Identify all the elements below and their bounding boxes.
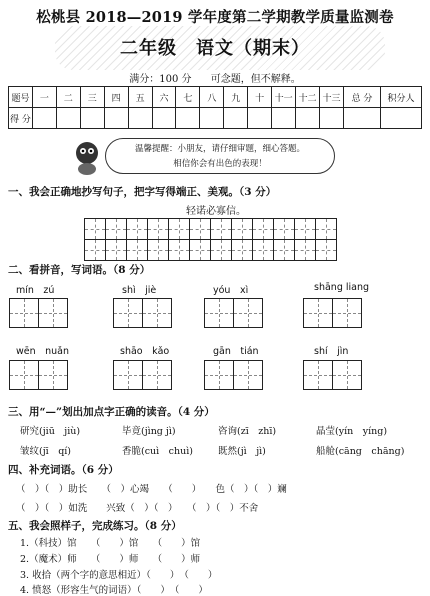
score-cell: 积分人 <box>381 87 422 108</box>
score-blank[interactable] <box>152 108 176 129</box>
writing-cell[interactable] <box>84 218 106 240</box>
tip-bubble <box>105 138 335 174</box>
q1-heading: 一、我会正确地抄写句子，把字写得端正、美观。（3 分） <box>8 186 277 198</box>
score-cell: 题号 <box>9 87 33 108</box>
writing-cell[interactable] <box>204 298 234 328</box>
writing-cell[interactable] <box>126 218 148 240</box>
q2-pinyin: mín zú <box>16 285 55 296</box>
q1-writing-grid[interactable] <box>85 218 337 261</box>
score-blank[interactable] <box>200 108 224 129</box>
tip-line-2: 相信你会有出色的表现！ <box>173 159 267 169</box>
q3-item[interactable]: 既然(jì jì) <box>218 446 266 457</box>
score-blank[interactable] <box>32 108 56 129</box>
writing-cell[interactable] <box>38 360 68 390</box>
writing-cell[interactable] <box>231 239 253 261</box>
writing-cell[interactable] <box>231 218 253 240</box>
q3-item[interactable]: 研究(jiū jiù) <box>20 426 81 437</box>
writing-cell[interactable] <box>189 239 211 261</box>
score-row-label: 得 分 <box>9 108 33 129</box>
q2-answer-box[interactable] <box>10 298 68 328</box>
writing-cell[interactable] <box>142 360 172 390</box>
q5-line[interactable]: 2.（魔术）师 （ ）师 （ ）师 <box>20 554 201 565</box>
writing-cell[interactable] <box>168 218 190 240</box>
q3-item[interactable]: 咨询(zī zhī) <box>218 426 277 437</box>
score-blank[interactable] <box>344 108 381 129</box>
writing-cell[interactable] <box>113 360 143 390</box>
writing-cell[interactable] <box>142 298 172 328</box>
q4-line[interactable]: （ ）（ ）如洗 兴致（ ）（ ） （ ）（ ）不舍 <box>16 503 259 514</box>
score-cell: 四 <box>104 87 128 108</box>
score-blank[interactable] <box>319 108 343 129</box>
q2-answer-box[interactable] <box>114 360 172 390</box>
score-cell: 二 <box>56 87 80 108</box>
writing-cell[interactable] <box>233 298 263 328</box>
score-table-score-row <box>9 108 422 129</box>
q2-pinyin: yóu xì <box>213 285 249 296</box>
score-cell: 一 <box>32 87 56 108</box>
exam-subtitle: 二年级 语文（期末） <box>120 38 310 59</box>
score-blank[interactable] <box>128 108 152 129</box>
score-cell: 十 <box>248 87 272 108</box>
writing-cell[interactable] <box>252 239 274 261</box>
q2-pinyin: shì jiè <box>122 285 157 296</box>
writing-cell[interactable] <box>294 218 316 240</box>
score-blank[interactable] <box>56 108 80 129</box>
score-blank[interactable] <box>248 108 272 129</box>
score-blank[interactable] <box>104 108 128 129</box>
score-table-header-row <box>9 87 422 108</box>
q3-item[interactable]: 晶莹(yín yíng) <box>316 426 388 437</box>
score-blank[interactable] <box>381 108 422 129</box>
writing-cell[interactable] <box>303 360 333 390</box>
q2-pinyin: shāng liang <box>314 282 370 293</box>
writing-cell[interactable] <box>204 360 234 390</box>
q3-item[interactable]: 皱纹(jī qí) <box>20 446 72 457</box>
q2-pinyin: wēn nuǎn <box>16 346 70 357</box>
writing-cell[interactable] <box>84 239 106 261</box>
q2-answer-box[interactable] <box>205 298 263 328</box>
q2-heading: 二、看拼音，写词语。（8 分） <box>8 264 151 276</box>
score-cell: 八 <box>200 87 224 108</box>
writing-cell[interactable] <box>105 218 127 240</box>
writing-cell[interactable] <box>233 360 263 390</box>
score-blank[interactable] <box>272 108 296 129</box>
writing-cell[interactable] <box>126 239 148 261</box>
writing-cell[interactable] <box>210 218 232 240</box>
score-blank[interactable] <box>224 108 248 129</box>
q3-item[interactable]: 船舱(cāng chāng) <box>316 446 405 457</box>
writing-cell[interactable] <box>105 239 127 261</box>
exam-title: 松桃县 2018—2019 学年度第二学期教学质量监测卷 <box>36 9 394 26</box>
q2-pinyin: shāo kǎo <box>120 346 170 357</box>
writing-cell[interactable] <box>273 218 295 240</box>
writing-cell[interactable] <box>273 239 295 261</box>
score-table <box>8 86 422 129</box>
score-cell: 总 分 <box>344 87 381 108</box>
writing-cell[interactable] <box>315 218 337 240</box>
q5-heading: 五、我会照样子，完成练习。（8 分） <box>8 520 182 532</box>
q2-answer-box[interactable] <box>10 360 68 390</box>
q4-line[interactable]: （ ）（ ）助长 （ ）心竭 （ ） 色（ ）（ ）斓 <box>16 484 287 495</box>
writing-cell[interactable] <box>168 239 190 261</box>
q2-answer-box[interactable] <box>205 360 263 390</box>
writing-cell[interactable] <box>113 298 143 328</box>
score-cell: 三 <box>80 87 104 108</box>
q3-heading: 三、用“—”划出加点字正确的读音。（4 分） <box>8 406 215 418</box>
full-marks: 满分：100 分 <box>129 74 192 85</box>
score-cell: 五 <box>128 87 152 108</box>
exam-meta <box>0 70 430 85</box>
q2-answer-box[interactable] <box>304 298 362 328</box>
writing-cell[interactable] <box>147 218 169 240</box>
score-cell: 十二 <box>296 87 320 108</box>
score-blank[interactable] <box>296 108 320 129</box>
writing-cell[interactable] <box>294 239 316 261</box>
writing-cell[interactable] <box>315 239 337 261</box>
q1-sentence: 轻诺必寡信。 <box>186 206 246 217</box>
q3-item[interactable]: 香脆(cuì chuì) <box>122 446 193 457</box>
q5-line[interactable]: 1.（科技）馆 （ ）馆 （ ）馆 <box>20 538 201 549</box>
score-cell: 九 <box>224 87 248 108</box>
writing-cell[interactable] <box>303 298 333 328</box>
writing-cell[interactable] <box>332 298 362 328</box>
writing-cell[interactable] <box>189 218 211 240</box>
score-cell: 十三 <box>319 87 343 108</box>
writing-cell[interactable] <box>252 218 274 240</box>
score-cell: 七 <box>176 87 200 108</box>
writing-cell[interactable] <box>147 239 169 261</box>
q5-line[interactable]: 3. 收拾（两个字的意思相近）（ ） （ ） <box>20 570 218 581</box>
q2-pinyin: shí jìn <box>314 346 349 357</box>
read-note: 可念题，但不解释。 <box>210 74 301 85</box>
score-blank[interactable] <box>176 108 200 129</box>
q4-heading: 四、补充词语。（6 分） <box>8 464 119 476</box>
score-blank[interactable] <box>80 108 104 129</box>
q5-line[interactable]: 4. 愤怒（形容生气的词语）（ ） （ ） <box>20 585 208 596</box>
writing-cell[interactable] <box>9 360 39 390</box>
score-cell: 六 <box>152 87 176 108</box>
writing-cell[interactable] <box>9 298 39 328</box>
writing-cell[interactable] <box>210 239 232 261</box>
q2-answer-box[interactable] <box>304 360 362 390</box>
tip-line-1: 温馨提醒：小朋友，请仔细审题，细心答题。 <box>134 144 305 154</box>
q3-item[interactable]: 毕竟(jìng jì) <box>122 426 176 437</box>
score-cell: 十一 <box>272 87 296 108</box>
writing-cell[interactable] <box>332 360 362 390</box>
q2-pinyin: gān tián <box>213 346 259 357</box>
mascot-icon <box>70 138 104 176</box>
writing-cell[interactable] <box>38 298 68 328</box>
q2-answer-box[interactable] <box>114 298 172 328</box>
